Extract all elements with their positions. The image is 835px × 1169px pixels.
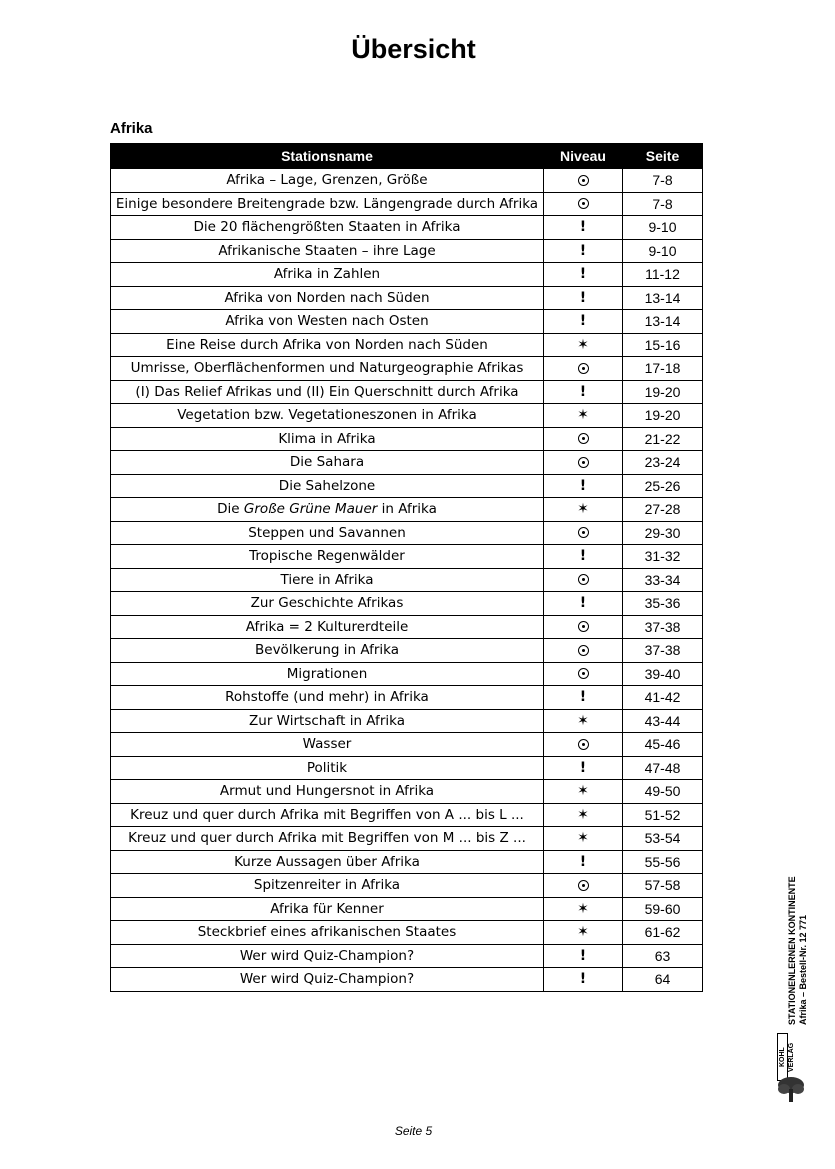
station-name-text: in Afrika	[377, 501, 437, 518]
station-name-text: Kreuz und quer durch Afrika mit Begriffen von A ... bis L ...	[130, 806, 524, 823]
exclamation-icon: !	[579, 313, 587, 330]
station-page: 39-40	[623, 662, 703, 686]
page-footer: Seite 5	[394, 1124, 433, 1138]
station-page: 51-52	[623, 803, 703, 827]
table-row	[111, 498, 703, 522]
station-page: 33-34	[623, 568, 703, 592]
station-name-text: Wer wird Quiz-Champion?	[239, 971, 415, 988]
station-level	[544, 756, 623, 780]
station-name-text: Afrika von Westen nach Osten	[225, 313, 429, 330]
table-row	[111, 521, 703, 545]
station-page: 17-18	[623, 357, 703, 381]
station-name	[111, 615, 544, 639]
station-name-text: Migrationen	[286, 665, 368, 682]
station-level	[544, 615, 623, 639]
station-level	[544, 827, 623, 851]
station-page: 21-22	[623, 427, 703, 451]
exclamation-icon: !	[579, 947, 587, 964]
station-name-text: Klima in Afrika	[278, 430, 376, 447]
station-page: 13-14	[623, 310, 703, 334]
table-row	[111, 921, 703, 945]
exclamation-icon: !	[579, 595, 587, 612]
circled-dot-icon	[578, 457, 589, 468]
star-icon: ✶	[577, 501, 589, 518]
station-page: 31-32	[623, 545, 703, 569]
exclamation-icon: !	[579, 689, 587, 706]
exclamation-icon: !	[579, 242, 587, 259]
station-page: 29-30	[623, 521, 703, 545]
station-level	[544, 239, 623, 263]
station-name-text: Die 20 flächengrößten Staaten in Afrika	[193, 219, 461, 236]
station-name	[111, 545, 544, 569]
station-page: 19-20	[623, 380, 703, 404]
station-level	[544, 592, 623, 616]
circled-dot-icon	[578, 621, 589, 632]
station-name	[111, 404, 544, 428]
station-level	[544, 380, 623, 404]
star-icon: ✶	[577, 336, 589, 353]
station-page: 37-38	[623, 639, 703, 663]
station-name-text: (I) Das Relief Afrikas und (II) Ein Querschnitt durch Afrika	[135, 383, 519, 400]
station-name	[111, 803, 544, 827]
exclamation-icon: !	[579, 266, 587, 283]
station-level	[544, 686, 623, 710]
table-row	[111, 733, 703, 757]
station-page: 53-54	[623, 827, 703, 851]
circled-dot-icon	[578, 739, 589, 750]
station-name-text: Afrika von Norden nach Süden	[224, 289, 430, 306]
table-row	[111, 333, 703, 357]
station-page: 35-36	[623, 592, 703, 616]
table-header-row	[111, 144, 703, 169]
circled-dot-icon	[578, 527, 589, 538]
station-name	[111, 263, 544, 287]
station-name	[111, 451, 544, 475]
station-name	[111, 286, 544, 310]
station-name	[111, 498, 544, 522]
station-level	[544, 474, 623, 498]
station-name	[111, 662, 544, 686]
station-name	[111, 474, 544, 498]
station-level	[544, 780, 623, 804]
series-info	[787, 853, 809, 1025]
table-row	[111, 357, 703, 381]
exclamation-icon: !	[579, 759, 587, 776]
table-row	[111, 968, 703, 992]
station-name-text: Afrika in Zahlen	[273, 266, 381, 283]
station-page: 13-14	[623, 286, 703, 310]
station-level	[544, 404, 623, 428]
station-name-text: Afrika für Kenner	[270, 900, 384, 917]
table-row	[111, 545, 703, 569]
station-name	[111, 427, 544, 451]
station-level	[544, 921, 623, 945]
table-row	[111, 568, 703, 592]
station-name-text: Zur Wirtschaft in Afrika	[249, 712, 405, 729]
table-row	[111, 686, 703, 710]
station-name	[111, 968, 544, 992]
table-row	[111, 827, 703, 851]
station-level	[544, 310, 623, 334]
star-icon: ✶	[577, 783, 589, 800]
table-row	[111, 474, 703, 498]
tree-logo-icon	[775, 1075, 807, 1103]
exclamation-icon: !	[579, 383, 587, 400]
station-page: 41-42	[623, 686, 703, 710]
station-level	[544, 216, 623, 240]
station-name	[111, 827, 544, 851]
station-page: 15-16	[623, 333, 703, 357]
station-level	[544, 850, 623, 874]
station-name	[111, 709, 544, 733]
publisher-sidebar	[775, 853, 835, 1113]
station-name	[111, 192, 544, 216]
station-name-text: Politik	[306, 759, 348, 776]
station-name	[111, 521, 544, 545]
exclamation-icon: !	[579, 853, 587, 870]
star-icon: ✶	[577, 712, 589, 729]
station-name-text: Tiere in Afrika	[280, 571, 374, 588]
station-level	[544, 944, 623, 968]
star-icon: ✶	[577, 806, 589, 823]
station-name-text: Rohstoffe (und mehr) in Afrika	[225, 689, 429, 706]
circled-dot-icon	[578, 668, 589, 679]
station-level	[544, 733, 623, 757]
table-row	[111, 897, 703, 921]
station-name-text: Afrika = 2 Kulturerdteile	[245, 618, 409, 635]
table-row	[111, 239, 703, 263]
table-row	[111, 169, 703, 193]
station-level	[544, 568, 623, 592]
header-seite: Seite	[623, 144, 703, 169]
station-name-text: Die Sahelzone	[278, 477, 376, 494]
station-level	[544, 427, 623, 451]
station-name-text: Zur Geschichte Afrikas	[250, 595, 404, 612]
station-page: 23-24	[623, 451, 703, 475]
station-name	[111, 310, 544, 334]
table-row	[111, 263, 703, 287]
station-page: 7-8	[623, 169, 703, 193]
table-row	[111, 216, 703, 240]
station-name	[111, 216, 544, 240]
station-name-text: Afrikanische Staaten – ihre Lage	[218, 242, 436, 259]
table-row	[111, 451, 703, 475]
station-page: 11-12	[623, 263, 703, 287]
station-page: 9-10	[623, 216, 703, 240]
station-name-text: Bevölkerung in Afrika	[255, 642, 399, 659]
station-level	[544, 498, 623, 522]
station-level	[544, 545, 623, 569]
station-level	[544, 263, 623, 287]
station-name	[111, 592, 544, 616]
station-name-text: Tropische Regenwälder	[249, 548, 405, 565]
station-name	[111, 733, 544, 757]
station-level	[544, 521, 623, 545]
station-name	[111, 780, 544, 804]
station-name	[111, 874, 544, 898]
circled-dot-icon	[578, 880, 589, 891]
station-name	[111, 756, 544, 780]
star-icon: ✶	[577, 830, 589, 847]
station-level	[544, 662, 623, 686]
station-page: 25-26	[623, 474, 703, 498]
circled-dot-icon	[578, 433, 589, 444]
station-level	[544, 709, 623, 733]
table-row	[111, 592, 703, 616]
station-page: 7-8	[623, 192, 703, 216]
station-level	[544, 968, 623, 992]
station-name-text: Steppen und Savannen	[248, 524, 406, 541]
page-title: Übersicht	[351, 34, 476, 64]
star-icon: ✶	[577, 900, 589, 917]
station-page: 27-28	[623, 498, 703, 522]
station-name-text: Armut und Hungersnot in Afrika	[219, 783, 435, 800]
station-name-text: Die Sahara	[289, 454, 365, 471]
station-name	[111, 568, 544, 592]
station-level	[544, 333, 623, 357]
circled-dot-icon	[578, 645, 589, 656]
table-row	[111, 192, 703, 216]
station-page: 55-56	[623, 850, 703, 874]
table-row	[111, 803, 703, 827]
station-level	[544, 169, 623, 193]
station-page: 59-60	[623, 897, 703, 921]
table-row	[111, 662, 703, 686]
station-page: 45-46	[623, 733, 703, 757]
table-row	[111, 639, 703, 663]
station-page: 63	[623, 944, 703, 968]
station-name	[111, 897, 544, 921]
station-name-text: Wasser	[302, 736, 352, 753]
station-page: 43-44	[623, 709, 703, 733]
header-stationsname: Stationsname	[111, 144, 544, 169]
station-level	[544, 357, 623, 381]
station-name-text: Umrisse, Oberflächenformen und Naturgeographie Afrikas	[130, 360, 524, 377]
station-name-text: Wer wird Quiz-Champion?	[239, 947, 415, 964]
circled-dot-icon	[578, 574, 589, 585]
exclamation-icon: !	[579, 971, 587, 988]
station-name	[111, 639, 544, 663]
series-title: STATIONENLERNEN KONTINENTE	[787, 876, 797, 1025]
station-page: 64	[623, 968, 703, 992]
circled-dot-icon	[578, 175, 589, 186]
publisher-logo-text: KOHL VERLAG	[777, 1033, 788, 1081]
table-row	[111, 286, 703, 310]
overview-table	[110, 143, 703, 992]
station-name	[111, 357, 544, 381]
star-icon: ✶	[577, 924, 589, 941]
station-name	[111, 686, 544, 710]
station-name-text: Spitzenreiter in Afrika	[253, 877, 401, 894]
exclamation-icon: !	[579, 219, 587, 236]
exclamation-icon: !	[579, 289, 587, 306]
table-row	[111, 404, 703, 428]
station-page: 57-58	[623, 874, 703, 898]
station-page: 61-62	[623, 921, 703, 945]
circled-dot-icon	[578, 198, 589, 209]
station-level	[544, 803, 623, 827]
station-name-text: Kurze Aussagen über Afrika	[234, 853, 420, 870]
order-number: Afrika – Bestell-Nr. 12 771	[798, 914, 808, 1025]
table-row	[111, 944, 703, 968]
station-name-text: Die	[217, 501, 244, 518]
station-page: 9-10	[623, 239, 703, 263]
table-row	[111, 427, 703, 451]
station-level	[544, 897, 623, 921]
station-page: 19-20	[623, 404, 703, 428]
table-row	[111, 615, 703, 639]
station-page: 37-38	[623, 615, 703, 639]
station-level	[544, 286, 623, 310]
station-name	[111, 850, 544, 874]
table-row	[111, 310, 703, 334]
exclamation-icon: !	[579, 477, 587, 494]
station-name	[111, 239, 544, 263]
station-name	[111, 333, 544, 357]
table-row	[111, 850, 703, 874]
table-row	[111, 874, 703, 898]
station-name-text: Vegetation bzw. Vegetationeszonen in Afrika	[177, 407, 477, 424]
station-name-text: Kreuz und quer durch Afrika mit Begriffen von M ... bis Z ...	[128, 830, 526, 847]
station-name-emphasis: Große Grüne Mauer	[243, 501, 378, 518]
station-level	[544, 451, 623, 475]
station-name	[111, 944, 544, 968]
station-level	[544, 192, 623, 216]
table-row	[111, 756, 703, 780]
station-page: 49-50	[623, 780, 703, 804]
station-level	[544, 874, 623, 898]
station-name-text: Steckbrief eines afrikanischen Staates	[197, 924, 457, 941]
station-name	[111, 169, 544, 193]
table-body	[111, 169, 703, 992]
table-row	[111, 380, 703, 404]
station-page: 47-48	[623, 756, 703, 780]
station-name	[111, 921, 544, 945]
star-icon: ✶	[577, 407, 589, 424]
exclamation-icon: !	[579, 548, 587, 565]
station-name-text: Eine Reise durch Afrika von Norden nach Süden	[166, 336, 488, 353]
table-row	[111, 709, 703, 733]
station-name-text: Einige besondere Breitengrade bzw. Längengrade durch Afrika	[115, 195, 539, 212]
station-name-text: Afrika – Lage, Grenzen, Größe	[226, 172, 428, 189]
station-level	[544, 639, 623, 663]
header-niveau: Niveau	[544, 144, 623, 169]
section-heading: Afrika	[110, 120, 153, 137]
station-name	[111, 380, 544, 404]
circled-dot-icon	[578, 363, 589, 374]
table-row	[111, 780, 703, 804]
